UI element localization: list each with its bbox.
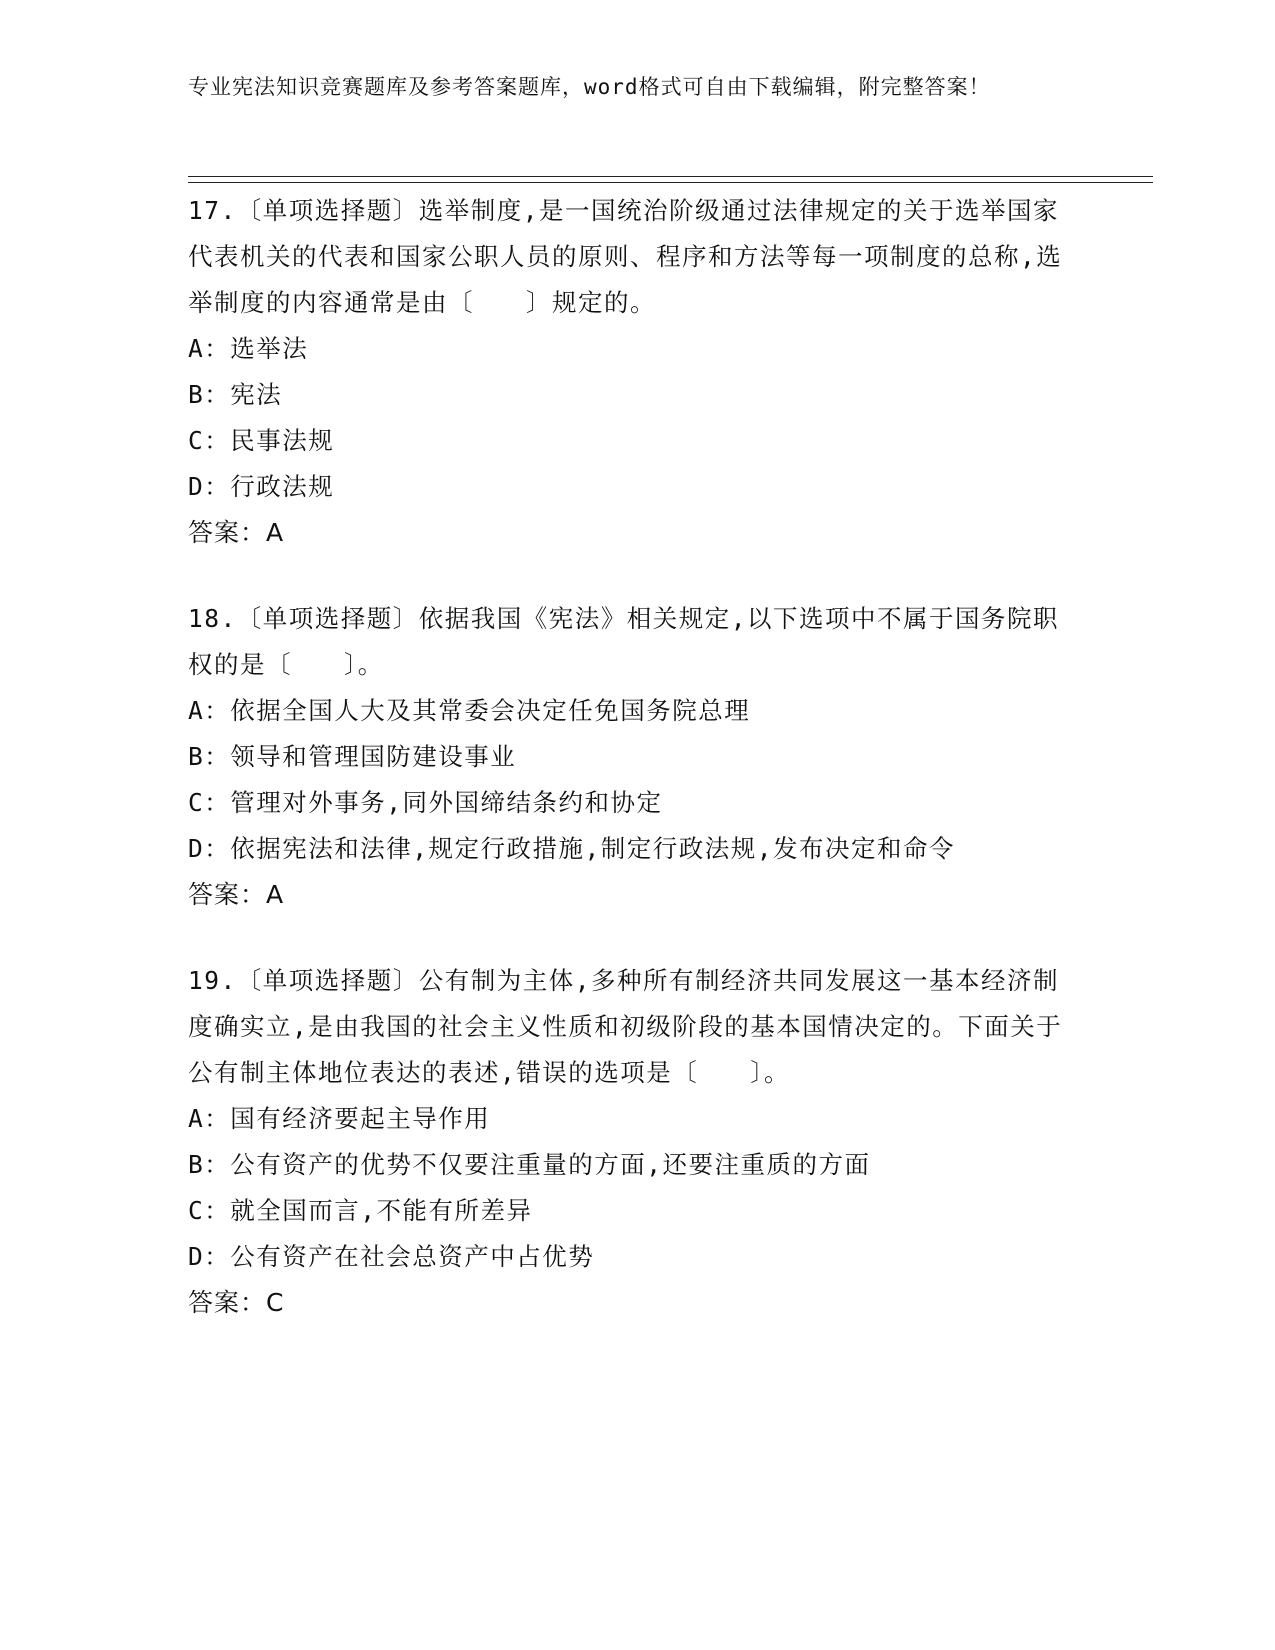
- option-c: C：民事法规: [188, 426, 335, 455]
- option-a: A：国有经济要起主导作用: [188, 1104, 491, 1133]
- option-d: D：公有资产在社会总资产中占优势: [188, 1242, 595, 1271]
- option-c: C：就全国而言,不能有所差异: [188, 1196, 533, 1225]
- header-rule: [188, 176, 1153, 177]
- option-b: B：领导和管理国防建设事业: [188, 742, 517, 771]
- question-19: [188, 958, 1068, 1326]
- question-stem: 19.〔单项选择题〕公有制为主体,多种所有制经济共同发展这一基本经济制度确实立,是由我国的社会主义性质和初级阶段的基本国情决定的。下面关于公有制主体地位表达的表述,错误的选项是〔 〕。: [188, 966, 1063, 1087]
- option-b: B：宪法: [188, 380, 283, 409]
- option-b: B：公有资产的优势不仅要注重量的方面,还要注重质的方面: [188, 1150, 871, 1179]
- question-18: [188, 596, 1068, 918]
- page-header: 专业宪法知识竞赛题库及参考答案题库，word格式可自由下载编辑，附完整答案！: [188, 75, 991, 99]
- option-a: A：依据全国人大及其常委会决定任免国务院总理: [188, 696, 751, 725]
- option-d: D：依据宪法和法律,规定行政措施,制定行政法规,发布决定和命令: [188, 834, 955, 863]
- question-17: [188, 188, 1068, 556]
- option-d: D：行政法规: [188, 472, 335, 501]
- question-stem: 17.〔单项选择题〕选举制度,是一国统治阶级通过法律规定的关于选举国家代表机关的代表和国家公职人员的原则、程序和方法等每一项制度的总称,选举制度的内容通常是由〔 〕规定的。: [188, 196, 1063, 317]
- option-a: A：选举法: [188, 334, 309, 363]
- question-stem: 18.〔单项选择题〕依据我国《宪法》相关规定,以下选项中不属于国务院职权的是〔 〕。: [188, 604, 1059, 679]
- option-c: C：管理对外事务,同外国缔结条约和协定: [188, 788, 663, 817]
- answer: 答案：A: [188, 518, 285, 547]
- answer: 答案：C: [188, 1288, 285, 1317]
- header-rule: [188, 182, 1153, 183]
- answer: 答案：A: [188, 880, 285, 909]
